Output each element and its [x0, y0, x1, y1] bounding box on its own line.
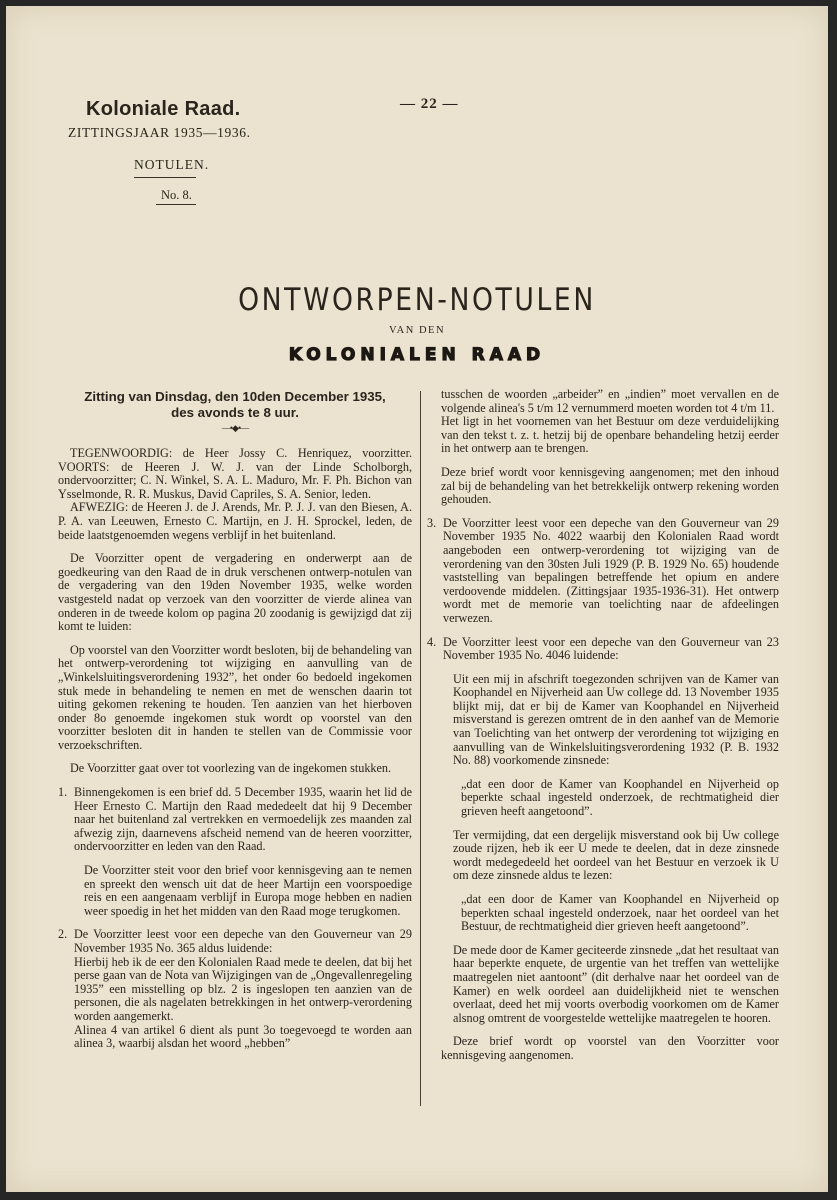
item-text: De Voorzitter leest voor een depeche van den Gouverneur van 23 November 1935 No. 4046 luidende:: [443, 634, 779, 663]
agenda-item-4: [427, 636, 779, 1026]
opening-paragraph: De Voorzitter opent de vergadering en onderwerpt aan de goedkeuring van den Raad de in druk verschenen ontwerp-notulen van de vergadering van den 19den November 1935, welke worden vastgesteld nadat op verzoek van den voorzitter de vierde alinea van onderen in de tweede kolom op pagina 20 zoodanig is gewijzigd dat zij komt te luiden:: [58, 551, 412, 634]
item-letter: Hierbij heb ik de eer den Kolonialen Raad mede te deelen, dat bij het perse gaan van de Nota van Wijzigingen van de „Ongevallenregeling 1935” een misstelling op blz. 2 is ingeslopen ten aanzien van de personen, die als nagelaten betrekkingen in het ontwerp-verordening worden aangemerkt.: [74, 954, 412, 1023]
masthead-van-den: VAN DEN: [388, 325, 446, 336]
document-page: [6, 6, 828, 1192]
item-number: 4.: [427, 634, 437, 649]
page-number: — 22 —: [400, 96, 459, 112]
acknowledgement: Deze brief wordt voor kennisgeving aangenomen; met den inhoud zal bij de behandeling van het betrekkelijk ontwerp rekening worden gehouden.: [441, 464, 779, 507]
left-column: [58, 389, 412, 1051]
ornament-divider: —•◆•—: [221, 423, 249, 433]
session-heading-line1: Zitting van Dinsdag, den 10den December 1935,: [84, 389, 386, 404]
quoted-phrase-revised: „dat een door de Kamer van Koophandel en Nijverheid op beperkten schaal ingesteld onderzoek, naar het oordeel van het Bestuur, de rechtmatigheid dier grieven heeft aangetoond”.: [461, 892, 779, 934]
council-title: Koloniale Raad.: [86, 98, 241, 120]
agenda-item-3: [427, 517, 779, 626]
session-year: ZITTINGSJAAR 1935—1936.: [68, 125, 251, 140]
continued-text: tusschen de woorden „arbeider” en „indien” moet vervallen en de volgende alinea's 5 t/m 12 vernummerd moeten worden tot 4 t/m 11.: [441, 387, 779, 415]
item-number: 1.: [58, 785, 68, 800]
masthead-raad: KOLONIALEN RAAD: [288, 345, 546, 365]
item-text: Binnengekomen is een brief dd. 5 December 1935, waarin het lid de Heer Ernesto C. Martijn den Raad mededeelt dat hij 9 December naar het buitenland zal vertrekken en vermoedelijk zes maanden zal afwezig zijn, daarnevens afscheid nemend van de heeren voorzitter, ondervoorzitter en leden van den Raad.: [74, 785, 412, 854]
divider: [134, 177, 196, 178]
agenda-item-1: [58, 786, 412, 918]
item-letter: Uit een mij in afschrift toegezonden schrijven van de Kamer van Koophandel en Nijverheid aan Uw college dd. 13 November 1935 blijkt mij, dat er bij de Kamer van Koophandel en Nijverheid misverstand is gerezen omtrent de in den aanhef van de Memorie van Toelichting van het ontwerp der verordening tot wijziging en aanvulling van de Winkelsluitingsverordening 1932 (P. B. 1932 No. 88) voorkomende zinsnede:: [453, 671, 779, 768]
item-letter-cont: Ter vermijding, dat een dergelijk misverstand ook bij Uw college zoude rijzen, heb ik eer U mede te deelen, dat in deze zinsnede wordt medegedeeld het oordeel van het Bestuur en verzoek ik U om deze zinsnede aldus te lezen:: [453, 827, 779, 883]
item-number: 3.: [427, 515, 437, 530]
attendance-present: TEGENWOORDIG: de Heer Jossy C. Henriquez, voorzitter. VOORTS: de Heeren J. W. J. van der Linde Scholborgh, ondervoorzitter; C. N. Winkel, S. A. L. Maduro, Mr. F. Ph. Bichon van Ysselmonde, R. R. Muskus, David Capriles, S. A. Senior, leden.: [58, 446, 412, 501]
right-column: [427, 387, 779, 1063]
item-response: De Voorzitter steit voor den brief voor kennisgeving aan te nemen en spreekt den wensch uit dat de heer Martijn een voorspoedige reis en een aangenaam verblijf in Europa moge hebben en nadien weer spoedig in het het midden van den Raad moge terugkomen.: [84, 863, 412, 918]
item-number: 2.: [58, 927, 68, 942]
masthead-title: ONTWORPEN-NOTULEN: [238, 282, 596, 318]
agenda-item-2: [58, 928, 412, 1050]
amended-text: Op voorstel van den Voorzitter wordt besloten, bij de behandeling van het ontwerp-verordening tot wijziging en aanvulling van de „Winkelsluitingsverordening 1932”, het onder 6o bedoeld ingekomen stuk mede in behandeling te nemen en met de wenschen daarin tot uiting gekomen rekening te houden. Ten aanzien van het hierboven onder 8o genoemde ingekomen stuk wordt op voorstel van den voorzitter besloten dit in handen te stellen van de Commissie voor verzoekschriften.: [58, 642, 412, 752]
closing-acknowledgement: Deze brief wordt op voorstel van den Voorzitter voor kennisgeving aangenomen.: [441, 1034, 779, 1062]
item-letter-end: De mede door de Kamer geciteerde zinsnede „dat het resultaat van haar beperkte enquete, de urgentie van het treffen van wettelijke maatregelen niet aantoont” (dit derhalve naar het oordeel van de Kamer) en welk oordeel aan duidelijkheid niet te wenschen overlaat, deed het mij voorts overbodig voorkomen om de Kamer alsnog omtrent de voorgestelde wettelijke maatregelen te hooren.: [453, 942, 779, 1025]
item-text: De Voorzitter leest voor een depeche van den Gouverneur van 29 November 1935 No. 4022 waarbij den Kolonialen Raad wordt aangeboden een ontwerp-verordening tot wijziging van de verordening van den 30sten Juli 1929 (P. B. 1929 No. 65) houdende vaststelling van bepalingen betreffende het opium en andere verdoovende middelen. (Zittingsjaar 1935-1936-31). Het ontwerp wordt met de memorie van toelichting naar de afdeelingen verwezen.: [443, 515, 779, 625]
attendance-absent: AFWEZIG: de Heeren J. de J. Arends, Mr. P. J. J. van den Biesen, A. P. A. van Leeuwen, Ernesto C. Martijn, en J. H. Sprockel, leden, de beide laatstgenoemden wegens verblijf in het buitenland.: [58, 500, 412, 542]
incoming-intro: De Voorzitter gaat over tot voorlezing van de ingekomen stukken.: [70, 761, 392, 776]
item-letter-cont: Alinea 4 van artikel 6 dient als punt 3o toegevoegd te worden aan alinea 3, waarbij alsdan het woord „hebben”: [74, 1022, 412, 1051]
session-heading-line2: des avonds te 8 uur.: [171, 405, 299, 420]
continued-text-2: Het ligt in het voornemen van het Bestuur om deze verduidelijking van den tekst t. z. t. hetzij bij de openbare behandeling hetzij eerder in het ontwerp aan te brengen.: [441, 414, 779, 456]
column-divider: [420, 391, 421, 1106]
divider: [156, 204, 196, 205]
notulen-label: NOTULEN.: [134, 157, 210, 172]
quoted-phrase: „dat een door de Kamer van Koophandel en Nijverheid op beperkte schaal ingesteld onderzoek, de rechtmatigheid dier grieven heeft aangetoond”.: [461, 776, 779, 819]
issue-number: No. 8.: [161, 188, 192, 202]
item-text: De Voorzitter leest voor een depeche van den Gouverneur van 29 November 1935 No. 365 aldus luidende:: [74, 927, 412, 955]
